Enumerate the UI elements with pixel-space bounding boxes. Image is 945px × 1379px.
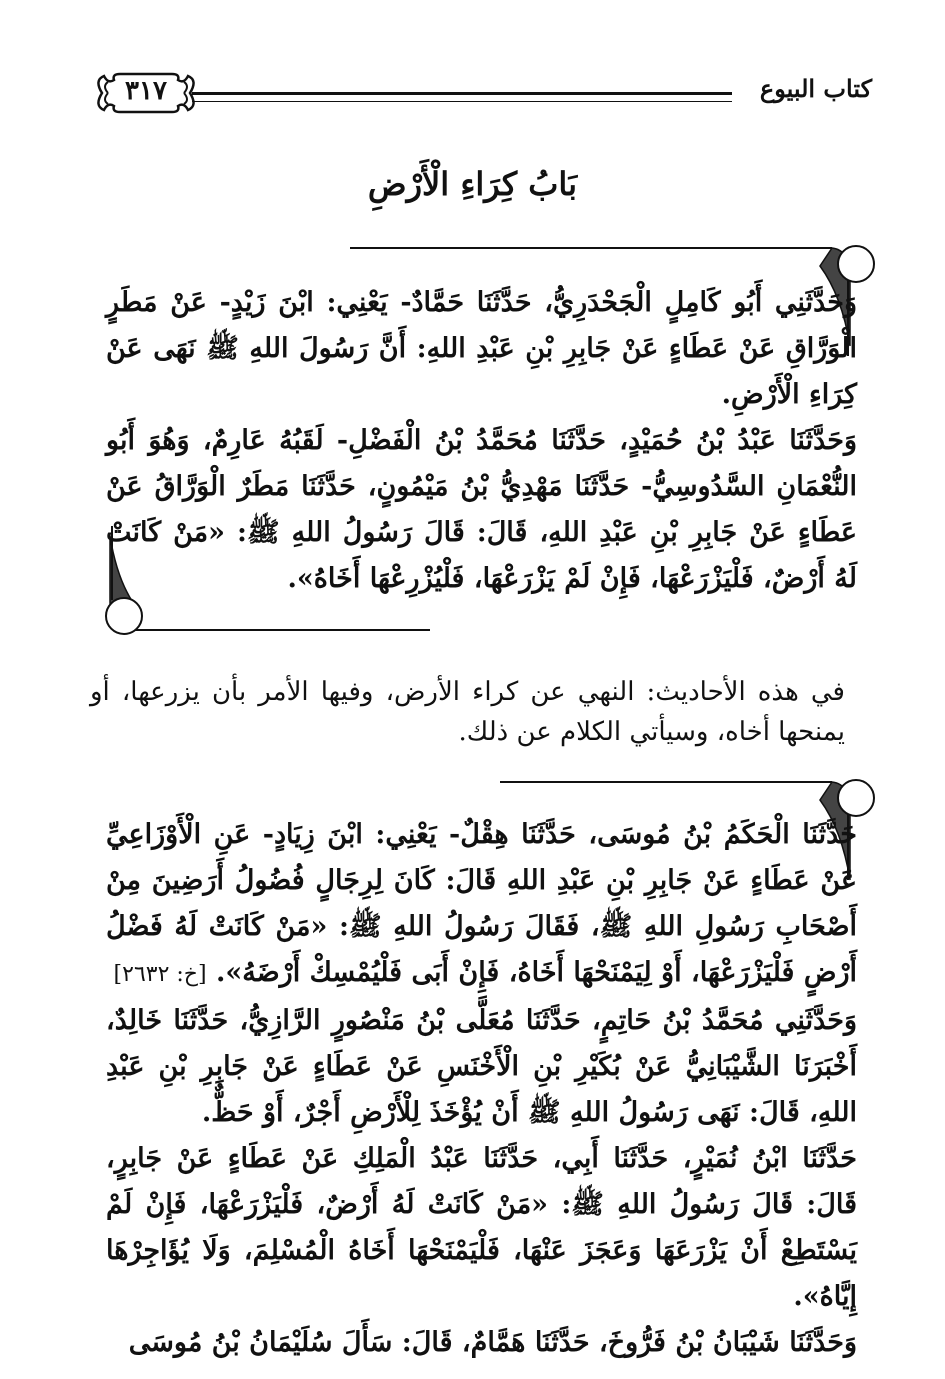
book-title: كتاب البيوع — [759, 74, 872, 103]
commentary-text: في هذه الأحاديث: النهي عن كراء الأرض، وفيها الأمر بأن يزرعها، أو يمنحها أخاه، وسيأتي الكلام عن ذلك. — [90, 677, 845, 747]
hadith-text-body: حَدَّثَنَا الْحَكَمُ بْنُ مُوسَى، حَدَّثَنَا هِقْلٌ- يَعْنِي: ابْنَ زِيَادٍ- عَنِ الْأَوْزَاعِيِّ عَنْ عَطَاءٍ عَنْ جَابِرِ بْنِ عَبْدِ اللهِ قَالَ: كَانَ لِرِجَالٍ فُضُولُ أَرَضِينَ مِنْ أَصْحَابِ رَسُولِ اللهِ ﷺ، فَقَالَ رَسُولُ اللهِ ﷺ: «مَنْ كَانَتْ لَهُ فَضْلُ أَرْضٍ فَلْيَزْرَعْهَا، أَوْ لِيَمْنَحْهَا أَخَاهُ، فَإِنْ أَبَى فَلْيُمْسِكْ أَرْضَهُ». — [106, 819, 857, 988]
reference-note: [خ: ٢٦٣٢] — [113, 962, 207, 987]
header-rule — [192, 92, 732, 102]
hadith-text: وَحَدَّثَنَا عَبْدُ بْنُ حُمَيْدٍ، حَدَّثَنَا مُحَمَّدُ بْنُ الْفَضْلِ- لَقَبُهُ عَارِمٌ، وَهُوَ أَبُو النُّعْمَانِ السَّدُوسِيُّ- حَدَّثَنَا مَهْدِيُّ بْنُ مَيْمُونٍ، حَدَّثَنَا مَطَرٌ الْوَرَّاقُ عَنْ عَطَاءٍ عَنْ جَابِرِ بْنِ عَبْدِ اللهِ، قَالَ: قَالَ رَسُولُ اللهِ ﷺ: «مَنْ كَانَتْ لَهُ أَرْضٌ، فَلْيَزْرَعْهَا، فَإِنْ لَمْ يَزْرَعْهَا، فَلْيُزْرِعْهَا أَخَاهُ». — [106, 425, 857, 594]
hadith-text: وَحَدَّثَنِي مُحَمَّدُ بْنُ حَاتِمٍ، حَدَّثَنَا مُعَلَّى بْنُ مَنْصُورٍ الرَّازِيُّ، حَدَّثَنَا خَالِدٌ، أَخْبَرَنَا الشَّيْبَانِيُّ عَنْ بُكَيْرِ بْنِ الْأَخْنَسِ عَنْ عَطَاءٍ عَنْ جَابِرِ بْنِ عَبْدِ اللهِ، قَالَ: نَهَى رَسُولُ اللهِ ﷺ أَنْ يُؤْخَذَ لِلْأَرْضِ أَجْرٌ، أَوْ حَظٌّ. — [106, 1005, 857, 1128]
page-number: ٣١٧ — [125, 76, 167, 106]
chapter-title: بَابُ كِرَاءِ الْأَرْضِ — [367, 165, 578, 203]
hadith-block-1 — [106, 280, 857, 602]
hadith-text: وَحَدَّثَنَا شَيْبَانُ بْنُ فَرُّوخَ، حَدَّثَنَا هَمَّامٌ، قَالَ: سَأَلَ سُلَيْمَانُ بْنُ مُوسَى — [128, 1327, 857, 1358]
hadith-block-2 — [106, 812, 857, 1366]
page-number-ornament — [92, 70, 200, 116]
hadith-text: حَدَّثَنَا ابْنُ نُمَيْرٍ، حَدَّثَنَا أَبِي، حَدَّثَنَا عَبْدُ الْمَلِكِ عَنْ عَطَاءٍ عَنْ جَابِرٍ، قَالَ: قَالَ رَسُولُ اللهِ ﷺ: «مَنْ كَانَتْ لَهُ أَرْضٌ، فَلْيَزْرَعْهَا، فَإِنْ لَمْ يَسْتَطِعْ أَنْ يَزْرَعَهَا وَعَجَزَ عَنْهَا، فَلْيَمْنَحْهَا أَخَاهُ الْمُسْلِمَ، وَلَا يُؤَاجِرْهَا إِيَّاهُ». — [106, 1143, 857, 1312]
hadith-text — [106, 812, 857, 998]
page-header — [92, 66, 872, 126]
hadith-text: وَحَدَّثَنِي أَبُو كَامِلٍ الْجَحْدَرِيُّ، حَدَّثَنَا حَمَّادٌ- يَعْنِي: ابْنَ زَيْدٍ- عَنْ مَطَرٍ الْوَرَّاقِ عَنْ عَطَاءٍ عَنْ جَابِرِ بْنِ عَبْدِ اللهِ: أَنَّ رَسُولَ اللهِ ﷺ نَهَى عَنْ كِرَاءِ الْأَرْضِ. — [106, 287, 857, 410]
